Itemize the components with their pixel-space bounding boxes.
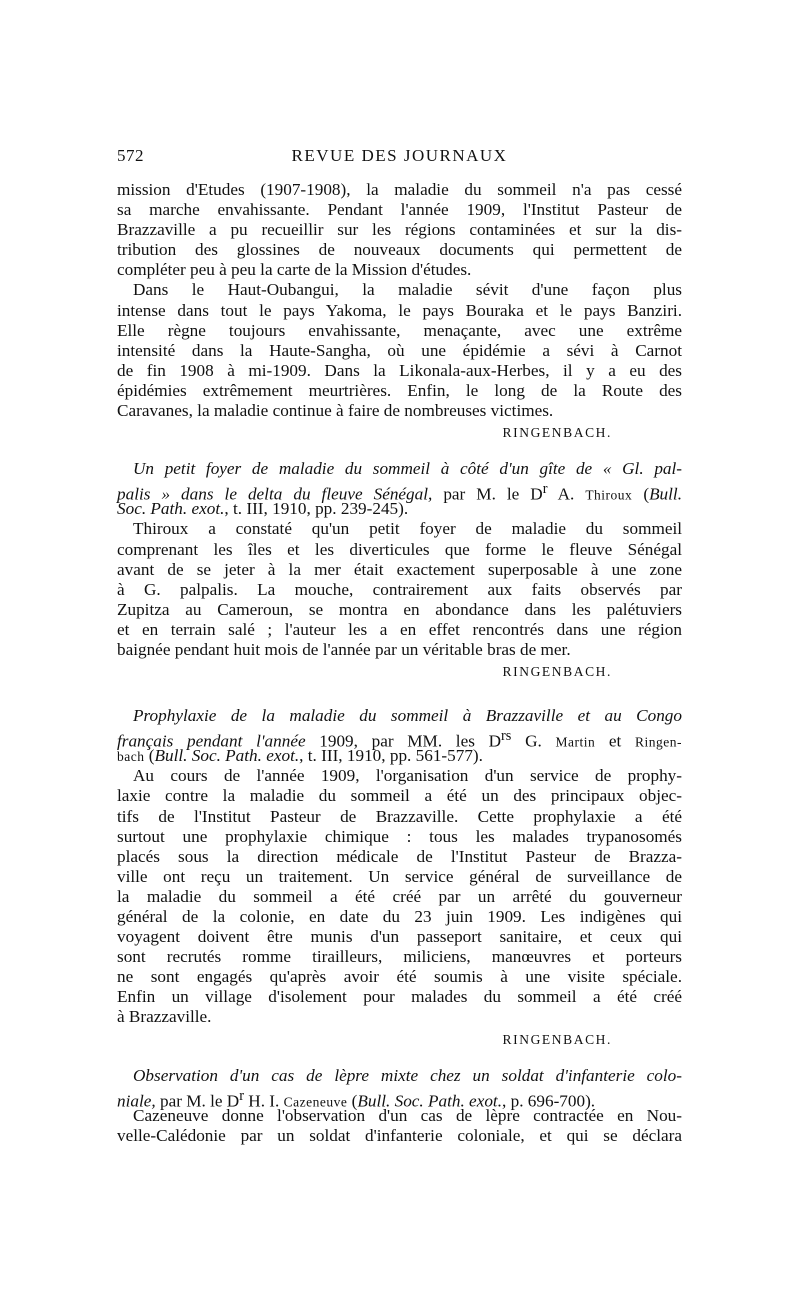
text-line: épidémies extrêmement meurtrières. Enfin, le long de la Route des: [117, 380, 682, 400]
text-line: comprenant les îles et les diverticules que forme le fleuve Sénégal: [117, 539, 682, 559]
page-number: 572: [117, 146, 144, 165]
article-title-line: [117, 726, 682, 751]
text-line: surtout une prophylaxie chimique : tous les malades trypanosomés: [117, 826, 682, 846]
text-line: avant de se jeter à la mer était exactement superposable à une zone: [117, 559, 682, 579]
text-line: Caravanes, la maladie continue à faire de nombreuses victimes.: [117, 401, 554, 421]
text-line: tifs de l'Institut Pasteur de Brazzaville. Cette prophylaxie a été: [117, 806, 682, 826]
text-line: Thiroux a constaté qu'un petit foyer de maladie du sommeil: [133, 519, 682, 539]
author-prefix: par M. le D: [155, 1091, 240, 1111]
text-line: compléter peu à peu la carte de la Mission d'études.: [117, 260, 472, 280]
citation-details: , p. 696-700).: [502, 1091, 596, 1111]
article-title-line: [117, 1066, 682, 1086]
review-thiroux: [117, 459, 682, 684]
author-name: Thiroux: [585, 487, 633, 503]
text-line: et en terrain salé ; l'auteur les a en effet rencontrés dans une région: [117, 619, 682, 639]
text-line: laxie contre la maladie du sommeil a été un des principaux objec-: [117, 786, 682, 806]
article-title: niale,: [117, 1091, 156, 1111]
article-title-line: [117, 1086, 682, 1111]
text-line: de fin 1908 à mi-1909. Dans la Likonala-aux-Herbes, il y a eu des: [117, 360, 682, 380]
journal-name: Bull. Soc. Path. exot.: [154, 746, 300, 766]
author-prefix: 1909, par MM. les D: [305, 731, 502, 751]
text-line: tribution des glossines de nouveaux documents qui permettent de: [117, 240, 682, 260]
article-title-line: [117, 706, 682, 726]
journal-name: Bull.: [649, 484, 683, 504]
author-name: bach: [117, 749, 145, 765]
article-title: Observation d'un cas de lèpre mixte chez un soldat d'infanterie colo-: [133, 1065, 682, 1085]
citation-details: , t. III, 1910, pp. 239-245).: [224, 499, 409, 519]
page-header: [117, 146, 682, 170]
review-continuation: [117, 180, 682, 445]
text-line: Elle règne toujours envahissante, menaçante, avec une extrême: [117, 320, 682, 340]
text-line: Cazeneuve donne l'observation d'un cas de lèpre contractée en Nou-: [133, 1105, 682, 1125]
text-line: ne sont engagés qu'après avoir été soumis à une visite spéciale.: [117, 967, 682, 987]
paren: (: [144, 746, 155, 766]
text-line: Au cours de l'année 1909, l'organisation d'un service de prophy-: [133, 766, 682, 786]
text-line: velle-Calédonie par un soldat d'infanterie coloniale, et qui se déclara: [117, 1125, 682, 1145]
article-title-line: [117, 459, 682, 479]
review-cazeneuve: [117, 1066, 682, 1146]
text-line: placés sous la direction médicale de l'Institut Pasteur de Brazza-: [117, 846, 682, 866]
text-line: Brazzaville a pu recueillir sur les régions contaminées et sur la dis-: [117, 220, 682, 240]
author-initial: G.: [511, 731, 556, 751]
author-name: Cazeneuve: [283, 1094, 348, 1110]
text-line: Zupitza au Cameroun, se montra en abondance dans les palétuviers: [117, 599, 682, 619]
text-line: sont recrutés romme tirailleurs, miliciens, manœuvres et porteurs: [117, 947, 682, 967]
review-martin-ringenbach: [117, 706, 682, 1052]
text-line: Dans le Haut-Oubangui, la maladie sévit d'une façon plus: [133, 280, 682, 300]
author-initial: A.: [547, 484, 586, 504]
author-initial: H. I.: [243, 1091, 284, 1111]
journal-name: Soc. Path. exot.: [117, 499, 225, 519]
page-body: [117, 180, 682, 1146]
article-title-line: [117, 479, 683, 504]
text-line: Enfin un village d'isolement pour malades du sommeil a été créé: [117, 987, 682, 1007]
reviewer-signature: RINGENBACH.: [502, 1031, 612, 1047]
article-title: français pendant l'année: [117, 731, 306, 751]
text-line: à G. palpalis. La mouche, contrairement aux faits observés par: [117, 579, 682, 599]
running-title: REVUE DES JOURNAUX: [291, 146, 508, 165]
title-abbrev: rs: [501, 728, 512, 745]
text-line: sa marche envahissante. Pendant l'année 1909, l'Institut Pasteur de: [117, 200, 682, 220]
article-title: Prophylaxie de la maladie du sommeil à Brazzaville et au Congo: [133, 706, 682, 726]
author-prefix: par M. le D: [432, 484, 543, 504]
author-name: Martin: [555, 734, 596, 750]
text-line: général de la colonie, en date du 23 juin 1909. Les indigènes qui: [117, 907, 682, 926]
text-line: intense dans tout le pays Yakoma, le pays Bouraka et le pays Banziri.: [117, 300, 682, 320]
text-line: mission d'Etudes (1907-1908), la maladie du sommeil n'a pas cessé: [117, 180, 682, 199]
article-title: palis » dans le delta du fleuve Sénégal,: [117, 484, 433, 504]
paren: (: [347, 1091, 358, 1111]
article-title: Un petit foyer de maladie du sommeil à côté d'un gîte de « Gl. pal-: [133, 459, 682, 479]
text-line: la maladie du sommeil a été créé par un arrêté du gouverneur: [117, 886, 682, 906]
citation-details: , t. III, 1910, pp. 561-577).: [299, 746, 483, 766]
paren: (: [632, 484, 650, 504]
title-abbrev: r: [239, 1087, 244, 1104]
title-abbrev: r: [542, 481, 548, 498]
author-name: Ringen-: [635, 734, 682, 750]
text-line: intensité dans la Haute-Sangha, où une épidémie a sévi à Carnot: [117, 340, 682, 360]
reviewer-signature: RINGENBACH.: [502, 664, 612, 680]
text-line: baignée pendant huit mois de l'année par un véritable bras de mer.: [117, 639, 571, 659]
journal-name: Bull. Soc. Path. exot.: [357, 1091, 502, 1111]
text-line: voyagent doivent être munis d'un passeport sanitaire, et ceux qui: [117, 927, 682, 947]
text-line: à Brazzaville.: [117, 1007, 212, 1027]
text-line: ville ont reçu un traitement. Un service général de surveillance de: [117, 866, 682, 886]
conjunction: et: [595, 731, 635, 751]
reviewer-signature: RINGENBACH.: [502, 425, 612, 441]
